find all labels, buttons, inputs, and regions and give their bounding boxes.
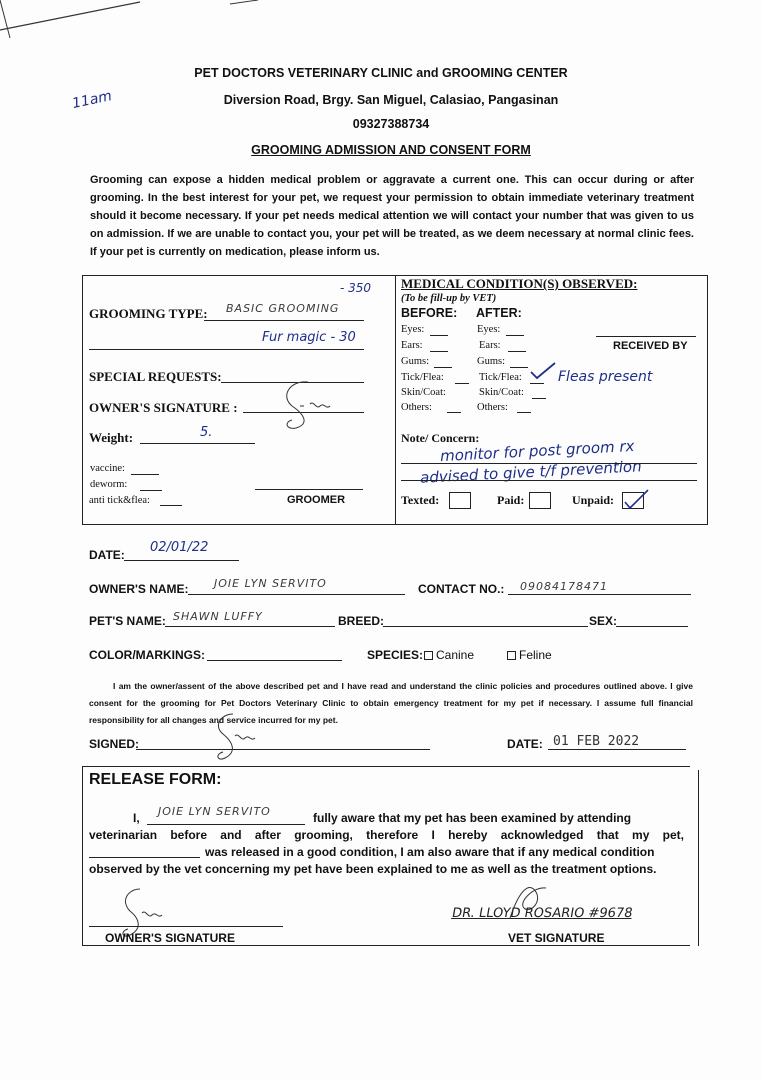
price-note: - 350 (340, 281, 372, 295)
unpaid-check-mark (622, 488, 650, 510)
owner-name-field[interactable] (188, 594, 405, 595)
texted-checkbox[interactable] (449, 492, 471, 509)
release-line-3: was released in a good condition, I am also aware that if any medical condition (205, 845, 655, 859)
vaccine-label: vaccine: (90, 463, 125, 474)
medical-title: MEDICAL CONDITION(S) OBSERVED: (401, 276, 638, 291)
release-line-4: observed by the vet concerning my pet have been explained to me as well as the treatment options. (89, 862, 657, 876)
release-owner-field[interactable] (147, 824, 305, 825)
release-i-label: I, (133, 811, 140, 825)
canine-checkbox[interactable] (424, 651, 433, 660)
before-gums: Gums: (401, 356, 430, 367)
sex-field[interactable] (616, 626, 688, 627)
tickflea-check-mark (528, 360, 558, 382)
tickflea-note: Fleas present (558, 369, 653, 385)
antitick-label: anti tick&flea: (89, 495, 150, 506)
grooming-type-value-2: Fur magic - 30 (262, 330, 356, 345)
after-tickflea: Tick/Flea: (479, 372, 522, 383)
color-field[interactable] (207, 660, 342, 661)
consent-date-value: 01 FEB 2022 (553, 734, 640, 749)
received-by-label: RECEIVED BY (613, 340, 688, 352)
vet-signature-label: VET SIGNATURE (508, 931, 605, 945)
release-line-2: veterinarian before and after grooming, therefore I hereby acknowledged that my pet, (89, 828, 684, 842)
note-label: Note/ Concern: (401, 431, 480, 445)
before-tickflea: Tick/Flea: (401, 372, 444, 383)
after-others: Others: (477, 402, 508, 413)
feline-checkbox[interactable] (507, 651, 516, 660)
date-field[interactable] (124, 560, 239, 561)
handwritten-time: 11am (70, 88, 114, 112)
paid-label: Paid: (497, 493, 525, 507)
groomer-label: GROOMER (287, 494, 346, 506)
after-skincoat: Skin/Coat: (479, 387, 524, 398)
sex-label: SEX: (589, 614, 618, 628)
owner-signature-scribble (270, 376, 340, 432)
before-others: Others: (401, 402, 432, 413)
consent-date-label: DATE: (507, 737, 543, 751)
release-line-1: fully aware that my pet has been examined by attending (313, 811, 632, 825)
owner-name-value: JOIE LYN SERVITO (214, 577, 327, 590)
paid-checkbox[interactable] (529, 492, 551, 509)
special-requests-label: SPECIAL REQUESTS: (89, 369, 222, 384)
after-ears: Ears: (479, 340, 501, 351)
corner-scan-lines (0, 0, 762, 60)
note-line-2: advised to give t/f prevention (419, 457, 643, 487)
deworm-label: deworm: (90, 479, 128, 490)
clinic-phone: 09327388734 (352, 117, 430, 131)
species-label: SPECIES: (367, 648, 424, 662)
grooming-type-value: BASIC GROOMING (226, 302, 340, 315)
weight-label: Weight: (89, 430, 134, 445)
release-pet-field[interactable] (89, 857, 200, 858)
pet-name-value: SHAWN LUFFY (173, 610, 263, 623)
feline-label: Feline (519, 648, 552, 662)
release-title: RELEASE FORM: (89, 771, 222, 788)
release-owner-signature-label: OWNER'S SIGNATURE (105, 931, 235, 945)
weight-value: 5. (200, 425, 213, 440)
color-label: COLOR/MARKINGS: (89, 648, 205, 662)
contact-field[interactable] (508, 594, 691, 595)
after-gums: Gums: (477, 356, 506, 367)
signed-field[interactable] (136, 749, 430, 750)
consent-date-field[interactable] (548, 749, 686, 750)
contact-value: 09084178471 (520, 580, 608, 593)
note-line-1: monitor for post groom rx (439, 436, 635, 466)
breed-label: BREED: (338, 614, 385, 628)
before-skincoat: Skin/Coat: (401, 387, 446, 398)
after-eyes: Eyes: (477, 324, 501, 335)
received-by-field[interactable] (596, 336, 696, 337)
release-owner-value: JOIE LYN SERVITO (158, 805, 271, 818)
contact-label: CONTACT NO.: (418, 582, 505, 596)
pet-name-field[interactable] (165, 626, 335, 627)
release-owner-signature-field[interactable] (89, 926, 283, 927)
signed-label: SIGNED: (89, 737, 140, 751)
intro-paragraph: Grooming can expose a hidden medical problem or aggravate a current one. This can occur during or after grooming. In the best interest for your pet, we request your permission to obtain immediate veterinary treatment should it become necessary. If your pet needs medical attention we will contact your number that was given to us on admission. If we are unable to contact you, your pet will be treated, as we deem necessary at normal clinic fees. If your pet is currently on medication, please inform us. (90, 174, 694, 258)
date-value: 02/01/22 (150, 540, 209, 555)
canine-label: Canine (436, 648, 475, 662)
clinic-name: PET DOCTORS VETERINARY CLINIC and GROOMING CENTER (194, 66, 568, 80)
before-eyes: Eyes: (401, 324, 425, 335)
weight-field[interactable] (140, 443, 255, 444)
consent-text: I am the owner/assent of the above described pet and I have read and understand the clinic policies and procedures outlined above. I give consent for the grooming for Pet Doctors Veterinary Clinic to obtain emergency treatment for my pet if necessary. I assume full financial responsibility for all changes and service incurred for my pet. (89, 681, 693, 725)
clinic-address: Diversion Road, Brgy. San Miguel, Calasiao, Pangasinan (223, 93, 559, 107)
owner-signature-label: OWNER'S SIGNATURE : (89, 400, 238, 415)
form-title: GROOMING ADMISSION AND CONSENT FORM (251, 143, 531, 157)
before-ears: Ears: (401, 340, 423, 351)
date-label: DATE: (89, 548, 125, 562)
grooming-type-label: GROOMING TYPE: (89, 306, 208, 321)
pet-name-label: PET'S NAME: (89, 614, 166, 628)
texted-label: Texted: (401, 493, 440, 507)
unpaid-label: Unpaid: (572, 493, 615, 507)
before-label: BEFORE: (401, 306, 458, 320)
owner-name-label: OWNER'S NAME: (89, 582, 189, 596)
breed-field[interactable] (383, 626, 588, 627)
medical-subtitle: (To be fill-up by VET) (401, 293, 497, 304)
signed-signature-scribble (205, 710, 265, 766)
vet-name: DR. LLOYD ROSARIO #9678 (450, 906, 634, 921)
after-label: AFTER: (476, 306, 522, 320)
